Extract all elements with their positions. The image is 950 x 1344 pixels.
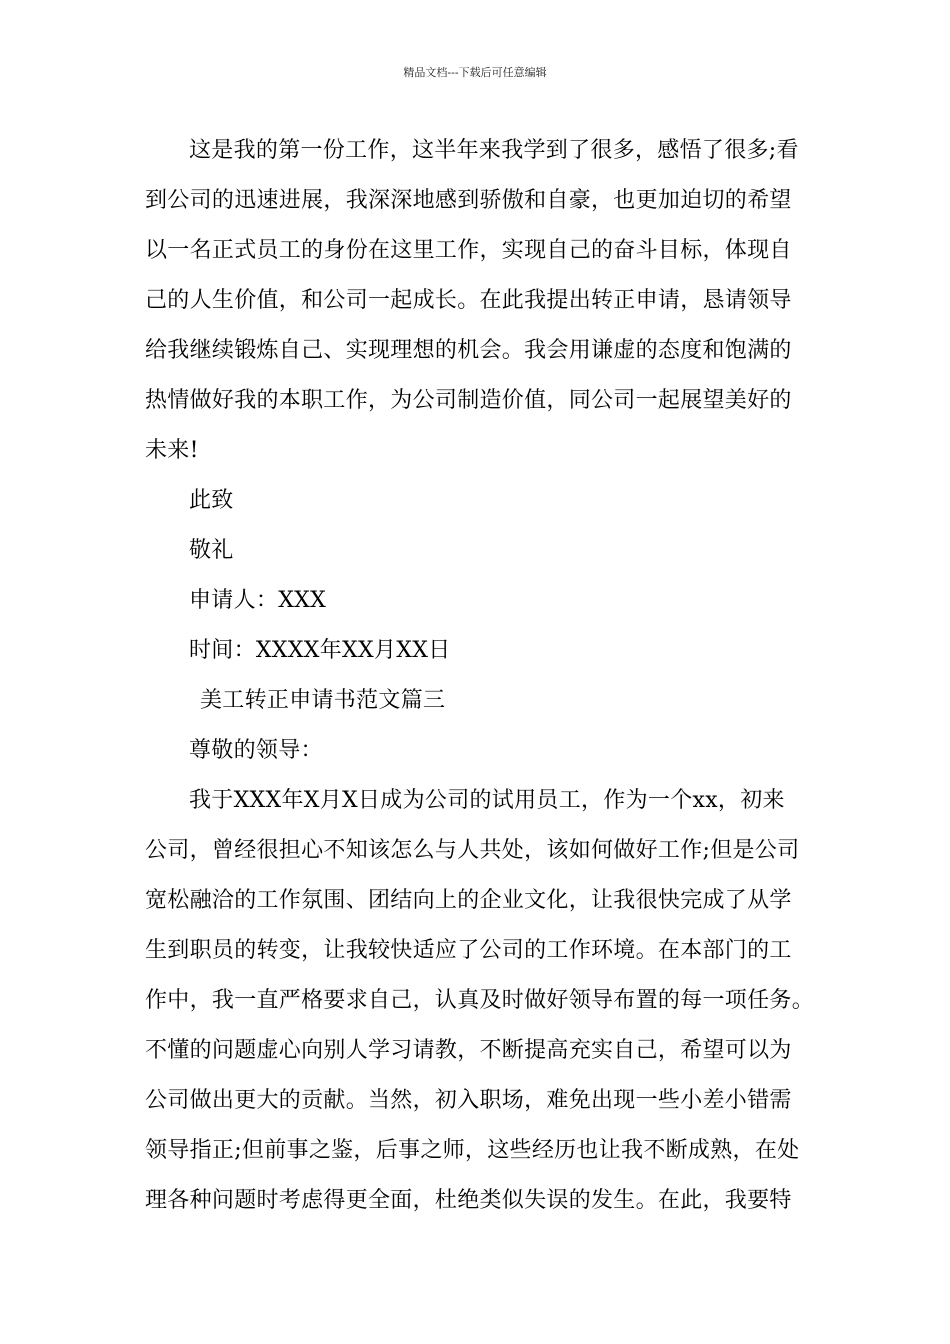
paragraph-line: 宽松融洽的工作氛围、团结向上的企业文化，让我很快完成了从学 xyxy=(145,888,792,913)
page-header: 精品文档---下载后可任意编辑 xyxy=(403,66,547,79)
applicant-line: 申请人：XXX xyxy=(189,588,327,613)
paragraph-line: 公司做出更大的贡献。当然，初入职场，难免出现一些小差小错需 xyxy=(145,1088,792,1113)
closing-cizhi: 此致 xyxy=(189,488,234,513)
paragraph-line: 公司，曾经很担心不知该怎么与人共处，该如何做好工作;但是公司 xyxy=(145,838,800,863)
document-body xyxy=(145,126,825,1226)
date-line: 时间：XXXX年XX月XX日 xyxy=(189,638,451,663)
paragraph-line: 领导指正;但前事之鉴，后事之师，这些经历也让我不断成熟，在处 xyxy=(145,1138,800,1163)
paragraph-line: 未来! xyxy=(145,438,199,463)
section-title: 美工转正申请书范文篇三 xyxy=(200,688,446,713)
paragraph-line: 到公司的迅速进展，我深深地感到骄傲和自豪，也更加迫切的希望 xyxy=(145,188,792,213)
paragraph-line: 己的人生价值，和公司一起成长。在此我提出转正申请，恳请领导 xyxy=(145,288,792,313)
paragraph-line: 给我继续锻炼自己、实现理想的机会。我会用谦虚的态度和饱满的 xyxy=(145,338,792,363)
paragraph-line: 作中，我一直严格要求自己，认真及时做好领导布置的每一项任务。 xyxy=(145,988,815,1013)
closing-jingli: 敬礼 xyxy=(189,538,234,563)
paragraph-introduction xyxy=(145,776,825,1226)
paragraph-line: 生到职员的转变，让我较快适应了公司的工作环境。在本部门的工 xyxy=(145,938,792,963)
paragraph-line: 理各种问题时考虑得更全面，杜绝类似失误的发生。在此，我要特 xyxy=(145,1188,792,1213)
paragraph-line: 这是我的第一份工作，这半年来我学到了很多，感悟了很多;看 xyxy=(189,138,799,163)
salutation: 尊敬的领导： xyxy=(189,738,323,763)
paragraph-line: 不懂的问题虚心向别人学习请教，不断提高充实自己，希望可以为 xyxy=(145,1038,792,1063)
paragraph-line: 我于XXX年X月X日成为公司的试用员工，作为一个xx，初来 xyxy=(189,788,785,813)
paragraph-line: 以一名正式员工的身份在这里工作，实现自己的奋斗目标，体现自 xyxy=(145,238,792,263)
paragraph-commitment xyxy=(145,126,825,476)
paragraph-line: 热情做好我的本职工作，为公司制造价值，同公司一起展望美好的 xyxy=(145,388,792,413)
